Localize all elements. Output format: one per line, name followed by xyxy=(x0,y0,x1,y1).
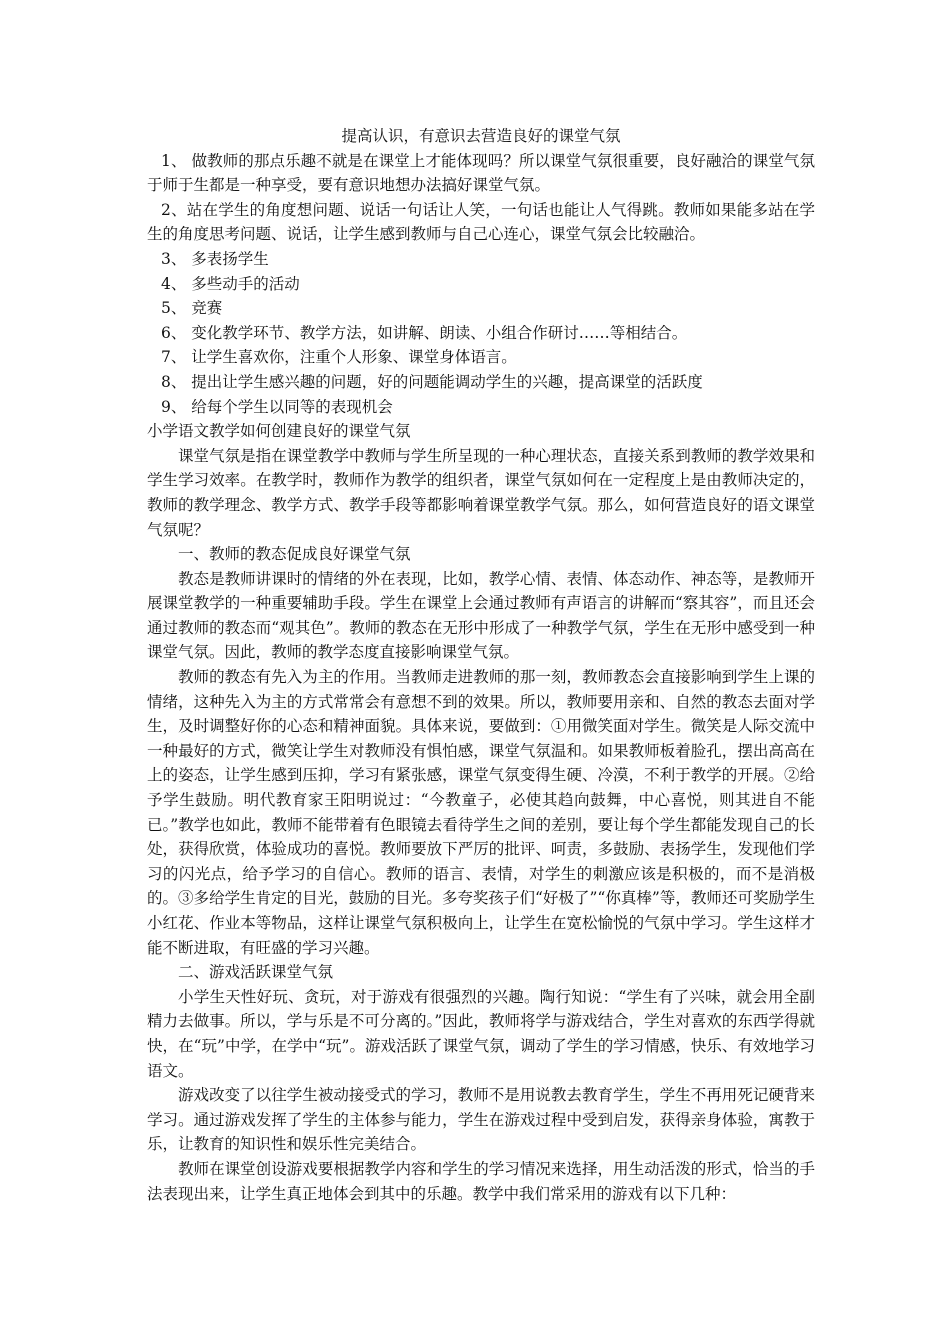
subsection-heading: 二、游戏活跃课堂气氛 xyxy=(178,963,334,982)
list-item: 6、 变化教学环节、教学方法，如讲解、朗读、小组合作研讨……等相结合。 xyxy=(161,323,688,342)
subsection-heading: 一、教师的教态促成良好课堂气氛 xyxy=(178,545,411,564)
list-item: 5、 竞赛 xyxy=(161,299,223,318)
list-item: 1、 做教师的那点乐趣不就是在课堂上才能体现吗？所以课堂气氛很重要，良好融洽的课堂气氛于师于生都是一种享受，要有意识地想办法搞好课堂气氛。 xyxy=(147,151,815,195)
document-title: 提高认识，有意识去营造良好的课堂气氛 xyxy=(341,127,621,145)
list-item: 9、 给每个学生以同等的表现机会 xyxy=(161,397,393,416)
list-item: 7、 让学生喜欢你，注重个人形象、课堂身体语言。 xyxy=(161,348,517,367)
intro-paragraph: 课堂气氛是指在课堂教学中教师与学生所呈现的一种心理状态，直接关系到教师的教学效果和学生学习效率。在教学时，教师作为教学的组织者，课堂气氛如何在一定程度上是由教师决定的，教师的教学理念、教学方式、教学手段等都影响着课堂教学气氛。那么，如何营造良好的语文课堂气氛呢？ xyxy=(147,446,815,539)
list-item: 3、 多表扬学生 xyxy=(161,249,269,268)
list-item: 8、 提出让学生感兴趣的问题，好的问题能调动学生的兴趣，提高课堂的活跃度 xyxy=(161,372,703,391)
body-paragraph: 教师在课堂创设游戏要根据教学内容和学生的学习情况来选择，用生动活泼的形式，恰当的手法表现出来，让学生真正地体会到其中的乐趣。教学中我们常采用的游戏有以下几种： xyxy=(147,1159,815,1203)
document-page xyxy=(147,124,815,1206)
section-heading: 小学语文教学如何创建良好的课堂气氛 xyxy=(147,422,411,441)
body-paragraph: 游戏改变了以往学生被动接受式的学习，教师不是用说教去教育学生，学生不再用死记硬背来学习。通过游戏发挥了学生的主体参与能力，学生在游戏过程中受到启发，获得亲身体验，寓教于乐，让教育的知识性和娱乐性完美结合。 xyxy=(147,1086,815,1154)
body-paragraph: 教师的教态有先入为主的作用。当教师走进教师的那一刻，教师教态会直接影响到学生上课的情绪，这种先入为主的方式常常会有意想不到的效果。所以，教师要用亲和、自然的教态去面对学生，及时调整好你的心态和精神面貌。具体来说，要做到：①用微笑面对学生。微笑是人际交流中一种最好的方式，微笑让学生对教师没有惧怕感，课堂气氛温和。如果教师板着脸孔，摆出高高在上的姿态，让学生感到压抑，学习有紧张感，课堂气氛变得生硬、冷漠，不利于教学的开展。②给予学生鼓励。明代教育家王阳明说过：“今教童子，必使其趋向鼓舞，中心喜悦，则其进自不能已。”教学也如此，教师不能带着有色眼镜去看待学生之间的差别，要让每个学生都能发现自己的长处，获得欣赏，体验成功的喜悦。教师要放下严厉的批评、呵责，多鼓励、表扬学生，发现他们学习的闪光点，给予学习的自信心。教师的语言、表情，对学生的刺激应该是积极的，而不是消极的。③多给学生肯定的目光，鼓励的目光。多夸奖孩子们“好极了”“你真棒”等，教师还可奖励学生小红花、作业本等物品，这样让课堂气氛积极向上，让学生在宽松愉悦的气氛中学习。学生这样才能不断进取，有旺盛的学习兴趣。 xyxy=(147,668,815,957)
body-paragraph: 小学生天性好玩、贪玩，对于游戏有很强烈的兴趣。陶行知说：“学生有了兴味，就会用全副精力去做事。所以，学与乐是不可分离的。”因此，教师将学与游戏结合，学生对喜欢的东西学得就快，在“玩”中学，在学中“玩”。游戏活跃了课堂气氛，调动了学生的学习情感，快乐、有效地学习语文。 xyxy=(147,987,815,1080)
list-item: 2、站在学生的角度想问题、说话一句话让人笑，一句话也能让人气得跳。教师如果能多站在学生的角度思考问题、说话，让学生感到教师与自己心连心，课堂气氛会比较融洽。 xyxy=(147,200,815,244)
body-paragraph: 教态是教师讲课时的情绪的外在表现，比如，教学心情、表情、体态动作、神态等，是教师开展课堂教学的一种重要辅助手段。学生在课堂上会通过教师有声语言的讲解而“察其容”，而且还会通过教师的教态而“观其色”。教师的教态在无形中形成了一种教学气氛，学生在无形中感受到一种课堂气氛。因此，教师的教学态度直接影响课堂气氛。 xyxy=(147,569,815,662)
list-item: 4、 多些动手的活动 xyxy=(161,274,300,293)
